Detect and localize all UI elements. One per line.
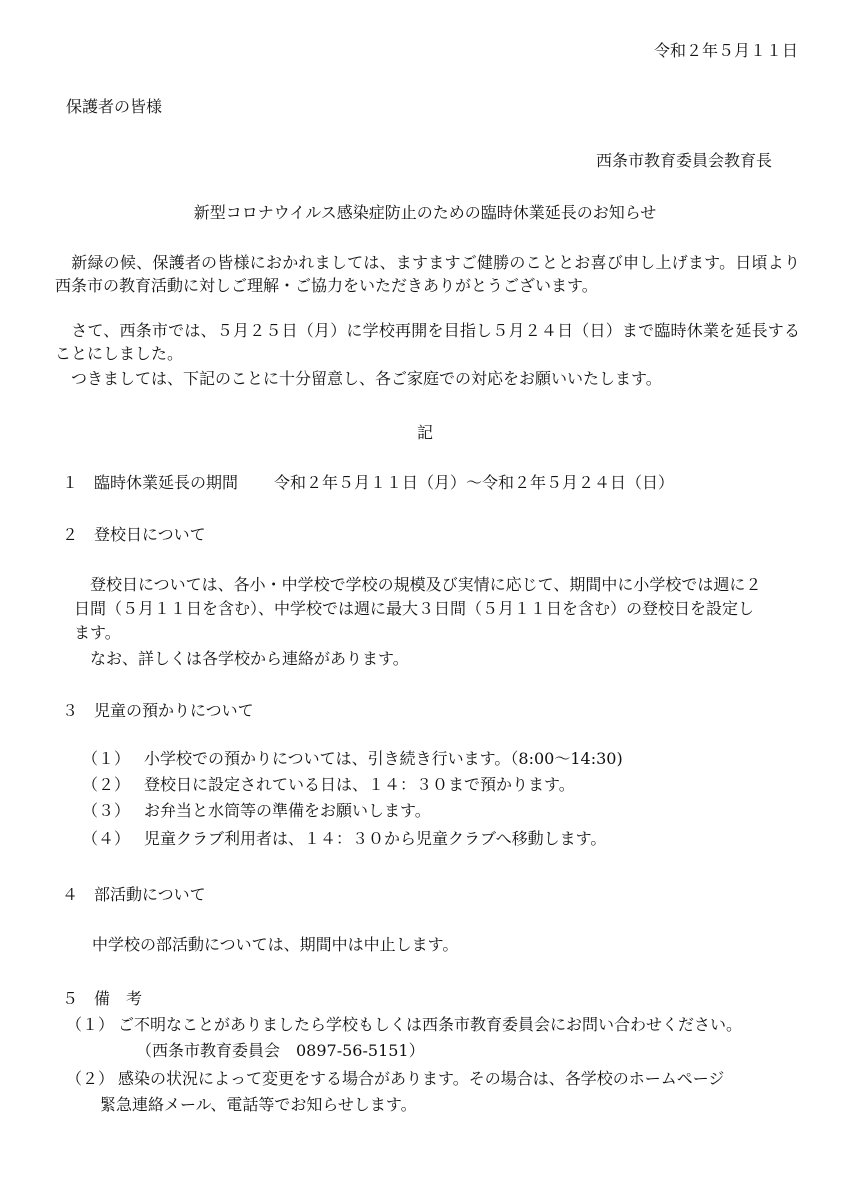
list-item-text: お弁当と水筒等の準備をお願いします。 — [144, 801, 431, 820]
contact-info: （西条市教育委員会 0897-56-5151） — [136, 1041, 425, 1060]
section-1-label: 臨時休業延長の期間 — [94, 473, 239, 492]
greeting-paragraph-1: 新緑の候、保護者の皆様におかれましては、ますますご健勝のこととお喜び申し上げます。日頃より西条市の教育活動に対しご理解・ご協力をいただきありがとうございます。 — [55, 253, 800, 295]
list-item-number: （２） — [82, 775, 131, 794]
list-item-text: 児童クラブ利用者は、１４：３０から児童クラブへ移動します。 — [144, 829, 607, 848]
section-2-line-1: 登校日については、各小・中学校で学校の規模及び実情に応じて、期間中に小学校では週に２ — [74, 575, 762, 594]
ki-heading: 記 — [416, 423, 433, 442]
remark-2-text: 感染の状況によって変更をする場合があります。その場合は、各学校のホームページ — [118, 1069, 725, 1088]
greeting-paragraph-2: さて、西条市では、５月２５日（月）に学校再開を目指し５月２４日（日）まで臨時休業を延長することにしました。 — [55, 321, 800, 363]
section-4-heading: ４ 部活動について — [62, 885, 206, 904]
list-item-number: （１） — [82, 749, 131, 768]
greeting-paragraph-3: つきましては、下記のことに十分留意し、各ご家庭での対応をお願いいたします。 — [55, 369, 662, 388]
section-2-line-4: なお、詳しくは各学校から連絡があります。 — [74, 649, 409, 668]
list-item-text: 登校日に設定されている日は、１４：３０まで預かります。 — [144, 775, 575, 794]
list-item-number: （４） — [82, 829, 131, 848]
section-2-line-3: ます。 — [74, 623, 121, 642]
remark-2 — [66, 1068, 724, 1090]
remark-2-number: （２） — [66, 1069, 115, 1088]
recipient: 保護者の皆様 — [66, 97, 163, 116]
remark-1-text: ご不明なことがありましたら学校もしくは西条市教育委員会にお問い合わせください。 — [118, 1015, 743, 1034]
list-item — [82, 800, 431, 822]
section-2-line-2: 日間（５月１１日を含む）、中学校では週に最大３日間（５月１１日を含む）の登校日を設定し — [74, 599, 755, 618]
list-item — [82, 774, 575, 796]
section-1-number: １ — [62, 473, 79, 492]
remark-1 — [66, 1014, 742, 1036]
sender: 西条市教育委員会教育長 — [595, 151, 772, 170]
section-4-body: 中学校の部活動については、期間中は中止します。 — [92, 935, 459, 954]
remark-2-continued: 緊急連絡メール、電話等でお知らせします。 — [100, 1095, 417, 1114]
section-1 — [62, 472, 674, 494]
section-5-heading: ５ 備 考 — [62, 989, 143, 1008]
list-item-number: （３） — [82, 801, 131, 820]
section-3-heading: ３ 児童の預かりについて — [62, 701, 254, 720]
issue-date: 令和２年５月１１日 — [653, 41, 798, 60]
section-1-period: 令和２年５月１１日（月）～令和２年５月２４日（日） — [274, 473, 675, 492]
list-item — [82, 748, 623, 770]
list-item — [82, 828, 606, 850]
document-title: 新型コロナウイルス感染症防止のための臨時休業延長のお知らせ — [193, 203, 657, 222]
list-item-text: 小学校での預かりについては、引き続き行います。（8:00～14:30) — [144, 749, 623, 768]
remark-1-number: （１） — [66, 1015, 115, 1034]
section-2-heading: ２ 登校日について — [62, 525, 206, 544]
